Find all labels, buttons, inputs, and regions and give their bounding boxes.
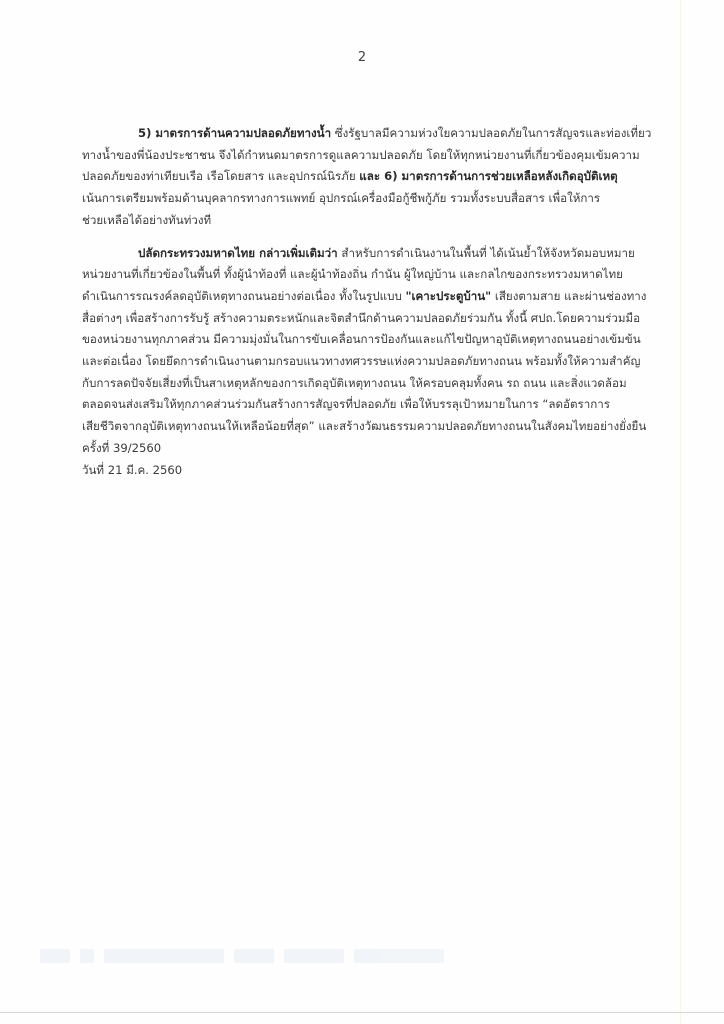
text-line	[82, 286, 682, 308]
text-line	[82, 166, 682, 188]
scan-bleed-through	[40, 945, 480, 967]
text-segment: ตลอดจนส่งเสริมให้ทุกภาคส่วนร่วมกันสร้างการสัญจรที่ปลอดภัย เพื่อให้บรรลุเป้าหมายในการ “ลดอัตราการ	[82, 397, 610, 412]
text-line	[82, 243, 682, 265]
paragraph-safety-measures	[82, 123, 682, 232]
text-segment: สำหรับการดำเนินงานในพื้นที่ ได้เน้นย้ำให้จังหวัดมอบหมาย	[337, 245, 635, 260]
issue-date: วันที่ 21 มี.ค. 2560	[82, 462, 183, 477]
issue-number: ครั้งที่ 39/2560	[82, 440, 162, 455]
text-line	[82, 188, 682, 210]
text-line	[82, 145, 682, 167]
text-line	[82, 373, 682, 395]
bold-text-segment: "เคาะประตูบ้าน"	[405, 288, 492, 303]
bold-text-segment: ปลัดกระทรวงมหาดไทย กล่าวเพิ่มเติมว่า	[138, 245, 338, 260]
text-line	[82, 123, 682, 145]
paragraph-permanent-secretary-statement	[82, 243, 682, 438]
text-segment: หน่วยงานที่เกี่ยวข้องในพื้นที่ ทั้งผู้นำท้องที่ และผู้นำท้องถิ่น กำนัน ผู้ใหญ่บ้าน และกลไกของกระทรวงมหาดไทย	[82, 267, 623, 282]
text-segment: ทางน้ำของพี่น้องประชาชน จึงได้กำหนดมาตรการดูแลความปลอดภัย โดยให้ทุกหน่วยงานที่เกี่ยวข้องคุมเข้มความ	[82, 147, 640, 162]
document-body	[82, 123, 682, 481]
text-segment: และต่อเนื่อง โดยยึดการดำเนินงานตามกรอบแนวทางทศวรรษแห่งความปลอดภัยทางถนน พร้อมทั้งให้ความสำคัญ	[82, 354, 641, 369]
text-segment: เสียงตามสาย และผ่านช่องทาง	[491, 288, 647, 303]
text-line	[82, 308, 682, 330]
page-number: 2	[357, 50, 367, 65]
text-segment: สื่อต่างๆ เพื่อสร้างการรับรู้ สร้างความตระหนักและจิตสำนึกด้านความปลอดภัยร่วมกัน ทั้งนี้ ศปถ.โดยความร่วมมือ	[82, 310, 641, 325]
text-segment: เสียชีวิตจากอุบัติเหตุทางถนนให้เหลือน้อยที่สุด” และสร้างวัฒนธรรมความปลอดภัยทางถนนในสังคมไทยอย่างยั่งยืน	[82, 419, 647, 434]
text-line	[82, 210, 682, 232]
text-line	[82, 394, 682, 416]
text-line	[82, 416, 682, 438]
text-line	[82, 351, 682, 373]
text-segment: ของหน่วยงานทุกภาคส่วน มีความมุ่งมั่นในการขับเคลื่อนการป้องกันและแก้ไขปัญหาอุบัติเหตุทางถนนอย่างเข้มข้น	[82, 332, 641, 347]
text-segment: ปลอดภัยของท่าเทียบเรือ เรือโดยสาร และอุปกรณ์นิรภัย	[82, 169, 360, 184]
text-line	[82, 329, 682, 351]
bold-text-segment: และ 6) มาตรการด้านการช่วยเหลือหลังเกิดอุบัติเหตุ	[359, 169, 618, 184]
text-line	[82, 264, 682, 286]
text-segment: ดำเนินการรณรงค์ลดอุบัติเหตุทางถนนอย่างต่อเนื่อง ทั้งในรูปแบบ	[82, 288, 406, 303]
bold-text-segment: 5) มาตรการด้านความปลอดภัยทางน้ำ	[138, 126, 332, 140]
scan-bottom-edge	[0, 1012, 724, 1013]
text-segment: ช่วยเหลือได้อย่างทันท่วงที	[82, 212, 212, 227]
text-segment: เน้นการเตรียมพร้อมด้านบุคลากรทางการแพทย์ อุปกรณ์เครื่องมือกู้ชีพกู้ภัย รวมทั้งระบบสื่อสาร เพื่อให้การ	[82, 191, 601, 206]
text-segment: กับการลดปัจจัยเสี่ยงที่เป็นสาเหตุหลักของการเกิดอุบัติเหตุทางถนน ให้ครอบคลุมทั้งคน รถ ถนน และสิ่งแวดล้อม	[82, 375, 627, 390]
text-segment: ซึ่งรัฐบาลมีความห่วงใยความปลอดภัยในการสัญจรและท่องเที่ยว	[331, 126, 652, 140]
